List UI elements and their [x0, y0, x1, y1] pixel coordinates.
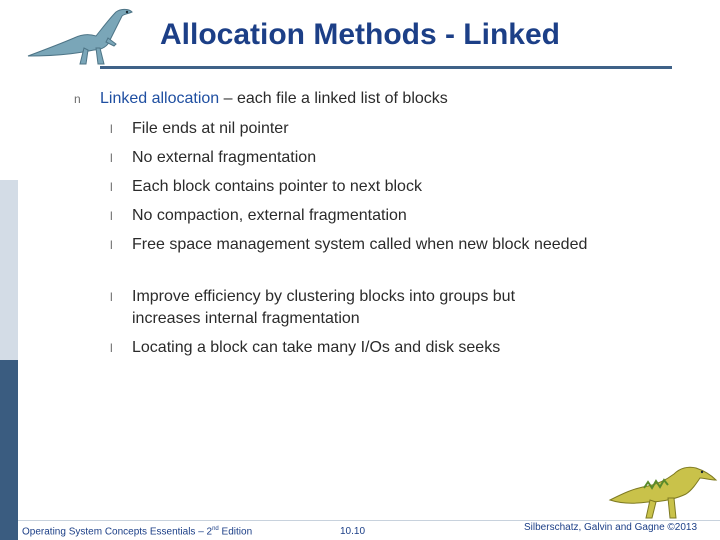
- sub-bullet-marker: l: [110, 238, 113, 252]
- sub-bullet-marker: l: [110, 209, 113, 223]
- sub-bullet-text: No compaction, external fragmentation: [132, 207, 407, 224]
- sub-bullet-text: Free space management system called when new block needed: [132, 236, 588, 253]
- strip-segment-bottom: [0, 360, 18, 540]
- main-bullet-rest: – each file a linked list of blocks: [219, 90, 448, 107]
- sub-bullet-marker: l: [110, 151, 113, 165]
- footer-book-title: Operating System Concepts Essentials – 2nd Edition: [22, 526, 253, 538]
- sub-bullet-text: Improve efficiency by clustering blocks into groups but increases internal fragmentation: [132, 288, 516, 327]
- dinosaur-icon: [604, 458, 720, 522]
- title-underline: [100, 66, 672, 69]
- sub-bullet-marker: l: [110, 290, 113, 304]
- footer-page-number: 10.10: [340, 526, 366, 537]
- strip-segment-middle: [0, 180, 18, 360]
- sub-bullet-text: Each block contains pointer to next block: [132, 178, 422, 195]
- slide-title: Allocation Methods - Linked: [159, 18, 560, 51]
- sub-bullet-text: File ends at nil pointer: [132, 120, 289, 137]
- footer-copyright: Silberschatz, Galvin and Gagne ©2013: [524, 522, 698, 533]
- main-bullet-marker: n: [74, 92, 81, 106]
- main-bullet-text: [100, 90, 448, 108]
- main-bullet-highlight: Linked allocation: [100, 90, 220, 107]
- left-color-strip: [0, 0, 18, 540]
- sub-bullet-marker: l: [110, 122, 113, 136]
- footer-divider: [18, 520, 720, 521]
- sub-bullet-marker: l: [110, 341, 113, 355]
- sub-bullet-text: Locating a block can take many I/Os and disk seeks: [132, 339, 501, 356]
- sub-bullet-marker: l: [110, 180, 113, 194]
- sub-bullet-text: No external fragmentation: [132, 149, 317, 166]
